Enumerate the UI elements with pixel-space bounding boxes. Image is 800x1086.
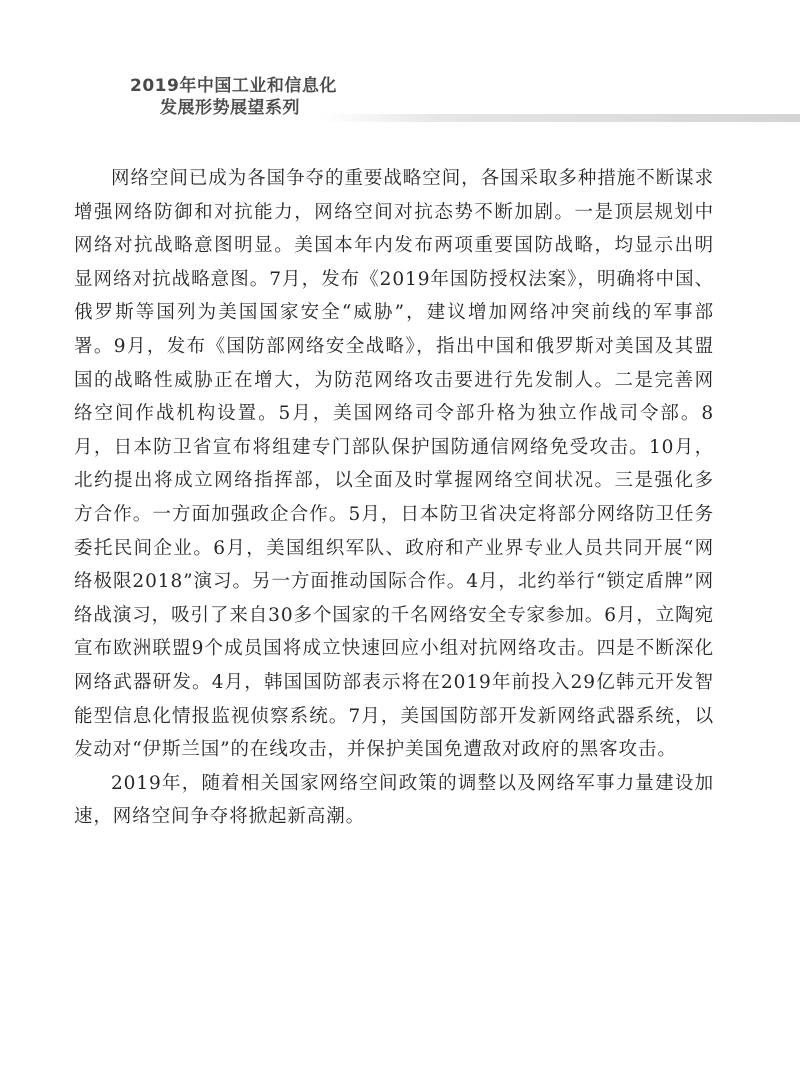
page-header [0,0,800,140]
paragraph: 2019年，随着相关国家网络空间政策的调整以及网络军事力量建设加速，网络空间争夺将掀起新高潮。 [74,772,714,828]
series-title [130,75,337,119]
series-title-line2: 发展形势展望系列 [160,98,300,118]
series-title-line1: 2019年中国工业和信息化 [130,76,337,96]
header-gradient-bar [322,114,800,122]
paragraph: 网络空间已成为各国争夺的重要战略空间，各国采取多种措施不断谋求增强网络防御和对抗能力，网络空间对抗态势不断加剧。一是顶层规划中网络对抗战略意图明显。美国本年内发布两项重要国防战略，均显示出明显网络对抗战略意图。7月，发布《2019年国防授权法案》，明确将中国、俄罗斯等国列为美国国家安全“威胁”，建议增加网络冲突前线的军事部署。9月，发布《国防部网络安全战略》，指出中国和俄罗斯对美国及其盟国的战略性威胁正在增大，为防范网络攻击要进行先发制人。二是完善网络空间作战机构设置。5月，美国网络司令部升格为独立作战司令部。8月，日本防卫省宣布将组建专门部队保护国防通信网络免受攻击。10月，北约提出将成立网络指挥部，以全面及时掌握网络空间状况。三是强化多方合作。一方面加强政企合作。5月，日本防卫省决定将部分网络防卫任务委托民间企业。6月，美国组织军队、政府和产业界专业人员共同开展“网络极限2018”演习。另一方面推动国际合作。4月，北约举行“锁定盾牌”网络战演习，吸引了来自30多个国家的千名网络安全专家参加。6月，立陶宛宣布欧洲联盟9个成员国将成立快速回应小组对抗网络攻击。四是不断深化网络武器研发。4月，韩国国防部表示将在2019年前投入29亿韩元开发智能型信息化情报监视侦察系统。7月，美国国防部开发新网络武器系统，以发动对“伊斯兰国”的在线攻击，并保护美国免遭敌对政府的黑客攻击。 [74,168,714,761]
body-text [74,162,714,834]
